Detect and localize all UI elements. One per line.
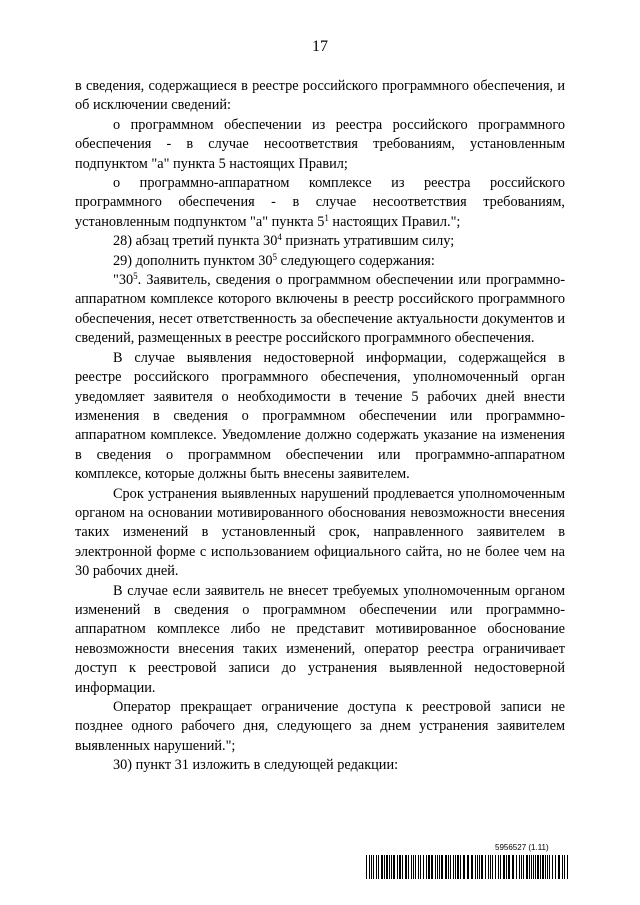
superscript: 4 (277, 232, 282, 243)
document-body (75, 77, 565, 776)
paragraph (75, 349, 565, 485)
barcode-bar (523, 855, 524, 879)
superscript: 5 (133, 271, 138, 282)
paragraph-text: о программном обеспечении из реестра российского программного обеспечения - в случае несоответствия требованиям, установленным подпунктом "а" пункта 5 настоящих Правил; (75, 116, 565, 172)
barcode-bar (437, 855, 438, 879)
barcode (366, 855, 568, 879)
paragraph-text: настоящих Правил."; (328, 213, 461, 230)
paragraph-text: о программно-аппаратном комплексе из реестра российского программного обеспечения - в случае несоответствия требованиям, установленным подпунктом "а" пункта 5 (75, 175, 565, 230)
paragraph (75, 174, 565, 232)
barcode-bar (418, 855, 419, 879)
barcode-bar (415, 855, 416, 879)
barcode-bar (445, 855, 447, 879)
document-code: 5956527 (1.11) (495, 843, 549, 852)
barcode-bar (475, 855, 476, 879)
barcode-bar (369, 855, 370, 879)
barcode-bar (519, 855, 520, 879)
barcode-bar (529, 855, 530, 879)
barcode-bar (435, 855, 436, 879)
barcode-bar (455, 855, 456, 879)
barcode-bar (389, 855, 390, 879)
barcode-bar (393, 855, 395, 879)
barcode-bar (477, 855, 478, 879)
barcode-bar (564, 855, 565, 879)
barcode-bar (420, 855, 421, 879)
paragraph-text: . Заявитель, сведения о программном обеспечении или программно-аппаратном комплексе которого включены в реестр российского программного обеспечения, несет ответственность за обеспечение актуальности документов и сведений, размещенных в реестре российского программного обеспечения. (75, 272, 565, 347)
barcode-bar (508, 855, 510, 879)
barcode-bar (463, 855, 465, 879)
barcode-bar (479, 855, 480, 879)
barcode-bar (481, 855, 483, 879)
superscript: 1 (324, 212, 329, 223)
paragraph-text: "30 (113, 272, 134, 289)
barcode-bar (453, 855, 454, 879)
barcode-bar (537, 855, 539, 879)
barcode-bar (488, 855, 489, 879)
paragraph-text: В случае если заявитель не внесет требуемых уполномоченным органом изменений в сведения о программном обеспечении или программно-аппаратном комплексе либо не представит мотивированное обоснование невозможности внесения таких изменений, оператор реестра ограничивает доступ к реестровой записи до устранения выявленной недостоверной информации. (75, 582, 565, 696)
barcode-bar (490, 855, 491, 879)
barcode-bar (558, 855, 560, 879)
barcode-bar (373, 855, 374, 879)
barcode-bar (503, 855, 505, 879)
barcode-bar (526, 855, 528, 879)
paragraph (75, 698, 565, 756)
paragraph-text: 29) дополнить пунктом 30 (113, 252, 273, 269)
superscript: 5 (272, 251, 278, 262)
paragraph (75, 582, 565, 698)
barcode-bar (467, 855, 469, 879)
barcode-bar (540, 855, 541, 879)
barcode-bar (471, 855, 473, 879)
paragraph-text: Срок устранения выявленных нарушений продлевается уполномоченным органом на основании мотивированного обоснования невозможности внесения таких изменений в установленный срок, направленного заявителем в электронной форме с использованием официального сайта, но не более чем на 30 рабочих дней. (75, 485, 565, 580)
barcode-bar (552, 855, 553, 879)
paragraph-text: признать утратившим силу; (281, 233, 455, 250)
barcode-bar (413, 855, 414, 879)
barcode-bar (516, 855, 517, 879)
barcode-bar (366, 855, 367, 879)
paragraph-text: в сведения, содержащиеся в реестре российского программного обеспечения, и об исключении сведений: (75, 78, 565, 114)
barcode-bar (376, 855, 377, 879)
paragraph-text: 30) пункт 31 изложить в следующей редакции: (113, 757, 399, 774)
paragraph (75, 252, 565, 271)
barcode-bar (391, 855, 392, 879)
paragraph-text: следующего содержания: (277, 252, 435, 269)
barcode-bar (457, 855, 459, 879)
barcode-bar (555, 855, 556, 879)
barcode-bar (371, 855, 372, 879)
paragraph (75, 116, 565, 174)
barcode-bar (492, 855, 493, 879)
barcode-bar (439, 855, 440, 879)
paragraph (75, 77, 565, 116)
page-number: 17 (312, 38, 328, 55)
barcode-bar (384, 855, 385, 879)
paragraph (75, 271, 565, 349)
barcode-bar (506, 855, 507, 879)
paragraph (75, 485, 565, 582)
paragraph (75, 756, 565, 775)
barcode-bar (562, 855, 563, 879)
paragraph-text: Оператор прекращает ограничение доступа к реестровой записи не позднее одного рабочего дня, следующего за днем устранения заявителем выявленных нарушений."; (75, 699, 565, 754)
barcode-bar (399, 855, 401, 879)
barcode-bar (431, 855, 433, 879)
barcode-bar (521, 855, 522, 879)
barcode-bar (500, 855, 501, 879)
barcode-bar (535, 855, 536, 879)
barcode-bar (460, 855, 461, 879)
barcode-bar (381, 855, 383, 879)
barcode-bar (495, 855, 496, 879)
barcode-bar (533, 855, 534, 879)
barcode-bar (405, 855, 407, 879)
barcode-bar (512, 855, 514, 879)
barcode-bar (542, 855, 544, 879)
barcode-bar (545, 855, 546, 879)
paragraph (75, 232, 565, 251)
paragraph-text: 28) абзац третий пункта 30 (113, 233, 278, 250)
barcode-bar (408, 855, 409, 879)
barcode-bar (428, 855, 430, 879)
barcode-bar (397, 855, 398, 879)
barcode-bar (450, 855, 451, 879)
barcode-bar (567, 855, 568, 879)
barcode-bar (423, 855, 424, 879)
barcode-bar (547, 855, 548, 879)
barcode-bar (411, 855, 412, 879)
barcode-bar (485, 855, 486, 879)
barcode-bar (441, 855, 443, 879)
barcode-bar (448, 855, 449, 879)
barcode-bar (378, 855, 379, 879)
barcode-bar (549, 855, 550, 879)
paragraph-text: В случае выявления недостоверной информации, содержащейся в реестре российского программного обеспечения, уполномоченный орган уведомляет заявителя о необходимости в течение 5 рабочих дней внести изменения в сведения о программном обеспечении или программно-аппаратном комплексе. Уведомление должно содержать указание на изменения в сведения о программном обеспечении или программно-аппаратном комплексе, которые должны быть внесены заявителем. (75, 349, 565, 483)
barcode-bar (426, 855, 427, 879)
barcode-bar (386, 855, 388, 879)
barcode-bar (531, 855, 532, 879)
barcode-bar (402, 855, 403, 879)
barcode-bar (498, 855, 499, 879)
